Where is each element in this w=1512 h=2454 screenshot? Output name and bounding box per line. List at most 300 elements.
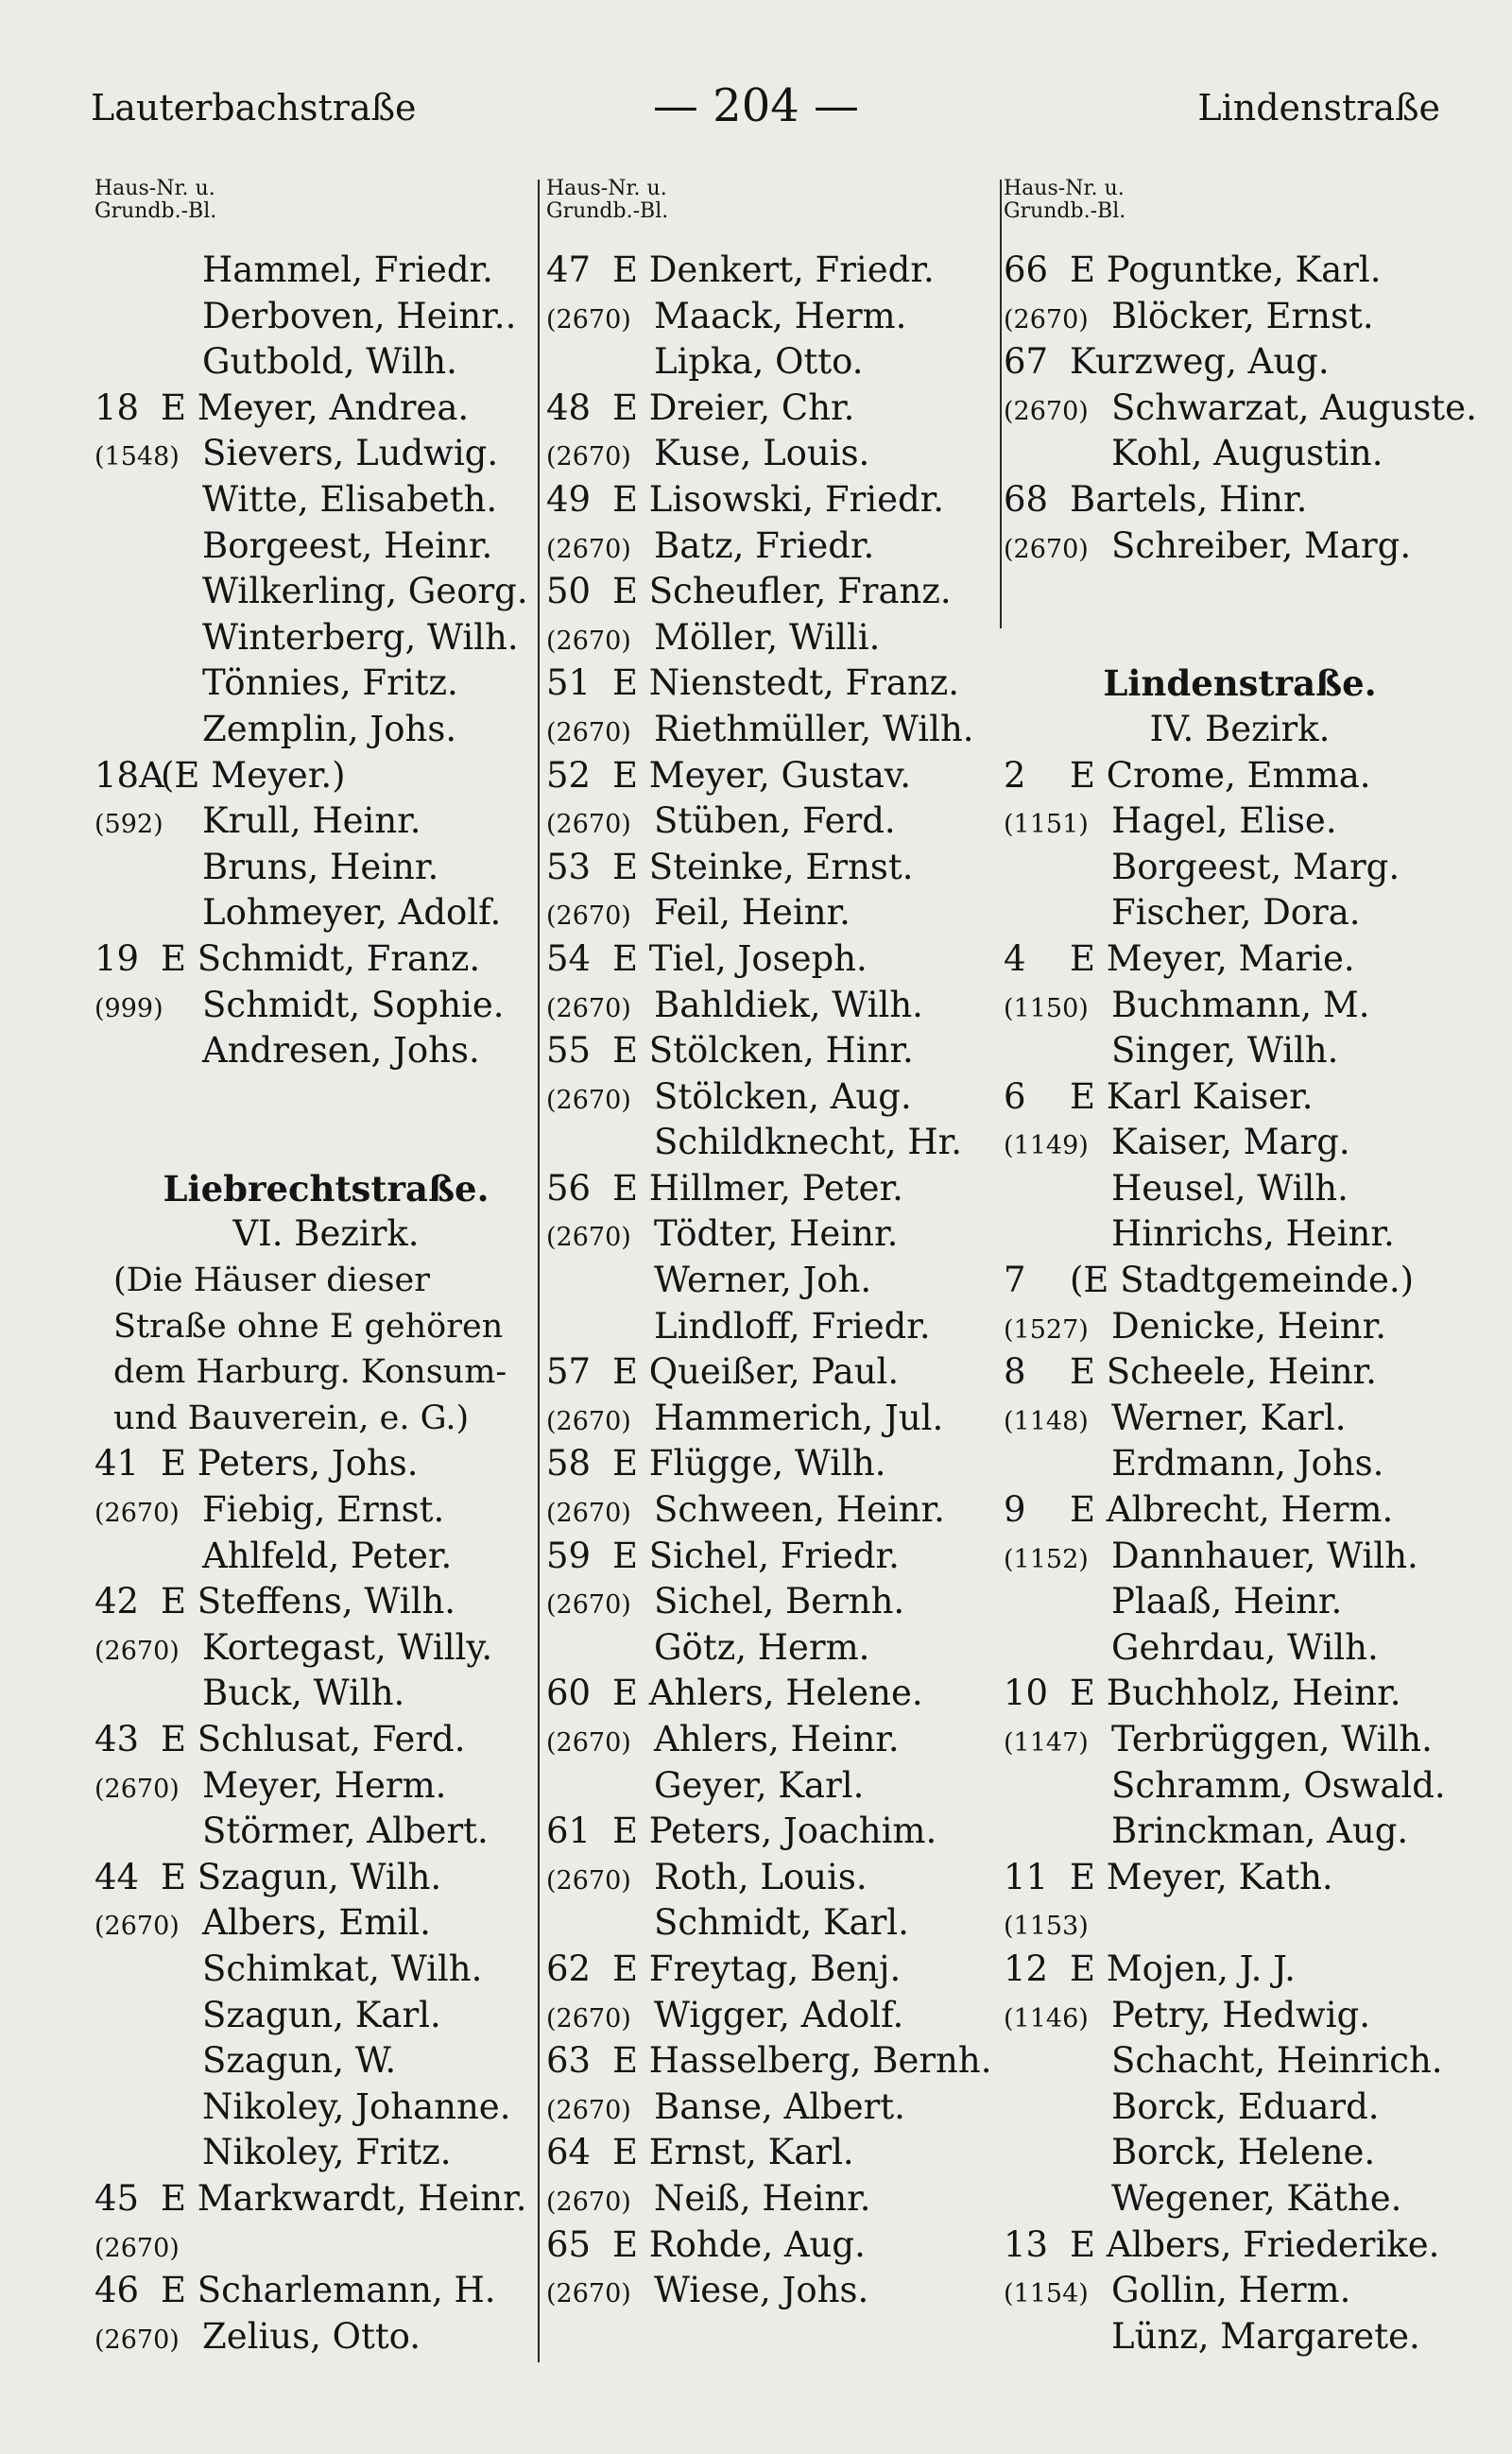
- directory-line: [1004, 936, 1476, 983]
- resident-name: E Markwardt, Heinr.: [161, 2177, 527, 2219]
- resident-name: Nikoley, Johanne.: [202, 2085, 511, 2127]
- directory-line: [546, 1947, 995, 1993]
- grundbuch-number: (2670): [546, 901, 631, 932]
- directory-line: [1004, 1258, 1476, 1304]
- directory-line: [1004, 1120, 1476, 1166]
- directory-line: [94, 2038, 558, 2085]
- resident-name: Brinckman, Aug.: [1111, 1810, 1409, 1852]
- resident-name: Schmidt, Sophie.: [202, 984, 505, 1025]
- directory-line: [546, 1166, 995, 1212]
- grundbuch-number: (1153): [1004, 1912, 1089, 1942]
- directory-line: [546, 661, 995, 707]
- resident-name: E Stölcken, Hinr.: [612, 1030, 914, 1072]
- resident-name: E Albers, Friederike.: [1070, 2223, 1440, 2265]
- directory-line: [94, 294, 558, 340]
- resident-name: Terbrüggen, Wilh.: [1111, 1719, 1433, 1759]
- resident-name: E Denkert, Friedr.: [612, 249, 935, 290]
- grundbuch-number: (1149): [1004, 1131, 1089, 1161]
- directory-line: [1004, 2268, 1476, 2314]
- directory-line: [1004, 1074, 1476, 1121]
- directory-line: [1004, 845, 1476, 891]
- resident-name: E Hillmer, Peter.: [612, 1167, 903, 1209]
- directory-line: [1004, 1763, 1476, 1810]
- resident-name: E Scharlemann, H.: [161, 2270, 496, 2311]
- directory-line: [1004, 1487, 1476, 1534]
- grundbuch-number: (2670): [546, 1728, 631, 1758]
- directory-line: [94, 248, 558, 294]
- directory-line: [546, 477, 995, 523]
- resident-name: Schween, Heinr.: [654, 1489, 945, 1531]
- resident-name: Meyer, Herm.: [202, 1764, 447, 1806]
- grundbuch-number: (1548): [94, 442, 180, 472]
- resident-name: Maack, Herm.: [654, 295, 907, 336]
- grundbuch-number: (1154): [1004, 2279, 1089, 2309]
- directory-line: [546, 936, 995, 983]
- house-number: 60: [546, 1673, 592, 1714]
- house-number: 49: [546, 478, 592, 520]
- resident-name: E Lisowski, Friedr.: [612, 478, 945, 520]
- resident-name: E Meyer, Gustav.: [612, 754, 912, 796]
- directory-line: [94, 753, 558, 799]
- resident-name: Störmer, Albert.: [202, 1810, 489, 1852]
- house-number: 18: [94, 386, 140, 428]
- directory-line: [94, 2268, 558, 2314]
- house-number: 66: [1004, 249, 1049, 290]
- resident-name: E Schlusat, Ferd.: [161, 1719, 466, 1759]
- resident-name: Derboven, Heinr..: [202, 295, 517, 336]
- grundbuch-number: (2670): [546, 2187, 631, 2217]
- house-number: 54: [546, 937, 592, 979]
- house-number: 57: [546, 1351, 592, 1393]
- directory-line: [546, 753, 995, 799]
- resident-name: Werner, Joh.: [654, 1260, 872, 1301]
- directory-line: [546, 1717, 995, 1763]
- directory-line: [94, 2222, 558, 2269]
- resident-name: E Albrecht, Herm.: [1070, 1489, 1394, 1531]
- resident-name: Stölcken, Aug.: [654, 1075, 912, 1117]
- grundbuch-number: (2670): [1004, 396, 1089, 426]
- spacer: [1004, 569, 1476, 615]
- resident-name: E Meyer, Marie.: [1070, 937, 1355, 979]
- grundbuch-number: (2670): [546, 2003, 631, 2034]
- resident-name: E Dreier, Chr.: [612, 386, 855, 428]
- resident-name: E Meyer, Andrea.: [161, 386, 470, 428]
- directory-line: [1004, 2130, 1476, 2176]
- directory-line: [94, 1579, 558, 1625]
- column-1: [94, 178, 558, 2360]
- directory-line: [1004, 1900, 1476, 1947]
- resident-name: Denicke, Heinr.: [1111, 1305, 1386, 1347]
- grundbuch-number: (1152): [1004, 1544, 1089, 1574]
- directory-line: [1004, 1028, 1476, 1074]
- directory-line: [546, 615, 995, 661]
- column-head: Haus-Nr. u. Grundb.-Bl.: [94, 177, 217, 223]
- directory-line: [1004, 477, 1476, 523]
- resident-name: E Tiel, Joseph.: [612, 937, 868, 979]
- grundbuch-number: (2670): [94, 2325, 180, 2355]
- resident-name: E Peters, Johs.: [161, 1443, 419, 1484]
- house-number: 10: [1004, 1673, 1049, 1714]
- directory-line: [94, 1993, 558, 2039]
- resident-name: Zelius, Otto.: [202, 2315, 421, 2357]
- house-number: 44: [94, 1856, 140, 1897]
- directory-line: [546, 1809, 995, 1855]
- directory-line: [94, 2085, 558, 2131]
- column-3: [1004, 178, 1476, 2360]
- house-number: 43: [94, 1719, 140, 1759]
- resident-name: Erdmann, Johs.: [1111, 1443, 1384, 1484]
- house-number: 18A: [94, 754, 164, 796]
- directory-line: [94, 431, 558, 477]
- house-number: 50: [546, 571, 592, 612]
- house-number: 11: [1004, 1856, 1049, 1897]
- directory-line: [546, 569, 995, 615]
- house-number: 56: [546, 1167, 592, 1209]
- house-number: 58: [546, 1443, 592, 1484]
- directory-line: [94, 1534, 558, 1580]
- directory-line: [94, 1855, 558, 1901]
- resident-name: Geyer, Karl.: [654, 1764, 865, 1806]
- resident-name: Schacht, Heinrich.: [1111, 2040, 1443, 2082]
- grundbuch-number: (2670): [94, 1636, 180, 1666]
- directory-line: [1004, 2085, 1476, 2131]
- house-number: 59: [546, 1535, 592, 1576]
- spacer: [94, 1074, 558, 1121]
- resident-name: Kohl, Augustin.: [1111, 433, 1383, 474]
- house-number: 64: [546, 2132, 592, 2173]
- house-number: 51: [546, 662, 592, 704]
- grundbuch-number: (1148): [1004, 1406, 1089, 1436]
- directory-line: [546, 2038, 995, 2085]
- directory-line: [94, 339, 558, 386]
- resident-name: Witte, Elisabeth.: [202, 478, 498, 520]
- directory-line: [546, 1625, 995, 1672]
- house-number: 62: [546, 1948, 592, 1989]
- grundbuch-number: (2670): [546, 717, 631, 747]
- resident-name: Krull, Heinr.: [202, 800, 421, 842]
- grundbuch-number: (2670): [546, 442, 631, 472]
- resident-name: Bartels, Hinr.: [1070, 478, 1308, 520]
- directory-line: [1004, 1304, 1476, 1350]
- resident-name: Lipka, Otto.: [654, 341, 864, 383]
- directory-line: [94, 707, 558, 753]
- resident-name: Hammel, Friedr.: [202, 249, 493, 290]
- directory-line: [1004, 431, 1476, 477]
- directory-line: [1004, 1579, 1476, 1625]
- resident-name: E Ahlers, Helene.: [612, 1673, 923, 1714]
- directory-line: [546, 1074, 995, 1121]
- directory-line: [1004, 1441, 1476, 1487]
- directory-line: [94, 2130, 558, 2176]
- grundbuch-number: (1146): [1004, 2003, 1089, 2034]
- directory-line: [546, 248, 995, 294]
- spacer: [94, 1120, 558, 1166]
- house-number: 2: [1004, 754, 1026, 796]
- directory-line: [546, 1763, 995, 1810]
- directory-line: [1004, 1211, 1476, 1258]
- resident-name: E Sichel, Friedr.: [612, 1535, 900, 1576]
- column-rule: [1000, 180, 1002, 628]
- directory-line: [546, 1993, 995, 2039]
- grundbuch-number: (2670): [546, 2095, 631, 2125]
- house-number: 12: [1004, 1948, 1049, 1989]
- resident-name: Werner, Karl.: [1111, 1397, 1347, 1438]
- resident-name: E Queißer, Paul.: [612, 1351, 900, 1393]
- resident-name: Neiß, Heinr.: [654, 2177, 871, 2219]
- directory-line: [94, 1028, 558, 1074]
- resident-name: Hammerich, Jul.: [654, 1397, 944, 1438]
- grundbuch-number: (2670): [546, 810, 631, 840]
- directory-line: [94, 1900, 558, 1947]
- resident-name: Gehrdau, Wilh.: [1111, 1626, 1379, 1668]
- resident-name: Kaiser, Marg.: [1111, 1122, 1350, 1163]
- resident-name: Kurzweg, Aug.: [1070, 341, 1330, 383]
- resident-name: Hinrichs, Heinr.: [1111, 1213, 1395, 1255]
- directory-line: [1004, 1534, 1476, 1580]
- resident-name: Gollin, Herm.: [1111, 2270, 1351, 2311]
- resident-name: Tönnies, Fritz.: [202, 662, 458, 704]
- house-number: 45: [94, 2177, 140, 2219]
- directory-line: [94, 569, 558, 615]
- resident-name: E Buchholz, Heinr.: [1070, 1673, 1401, 1714]
- resident-name: Wiese, Johs.: [654, 2270, 869, 2311]
- directory-line: [546, 2268, 995, 2314]
- street-note: dem Harburg. Konsum-: [113, 1353, 507, 1392]
- directory-line: [94, 1625, 558, 1672]
- directory-line: [546, 339, 995, 386]
- grundbuch-number: (1151): [1004, 810, 1089, 840]
- house-number: 61: [546, 1810, 592, 1852]
- resident-name: E Poguntke, Karl.: [1070, 249, 1382, 290]
- house-number: 52: [546, 754, 592, 796]
- resident-name: Borck, Eduard.: [1111, 2085, 1380, 2127]
- directory-line: [546, 1534, 995, 1580]
- directory-line: [94, 1947, 558, 1993]
- resident-name: E Steffens, Wilh.: [161, 1581, 456, 1622]
- resident-name: Hagel, Elise.: [1111, 800, 1337, 842]
- directory-line: [546, 523, 995, 570]
- resident-name: Götz, Herm.: [654, 1626, 870, 1668]
- house-number: 41: [94, 1443, 140, 1484]
- house-number: 63: [546, 2040, 592, 2082]
- resident-name: E Scheele, Heinr.: [1070, 1351, 1377, 1393]
- resident-name: (E Stadtgemeinde.): [1070, 1260, 1415, 1301]
- resident-name: E Schmidt, Franz.: [161, 937, 481, 979]
- grundbuch-number: (2670): [94, 1499, 180, 1529]
- grundbuch-number: (1150): [1004, 993, 1089, 1023]
- column-2: [546, 178, 995, 2314]
- house-number: 67: [1004, 341, 1049, 383]
- directory-line: [94, 1441, 558, 1487]
- resident-name: Zemplin, Johs.: [202, 708, 457, 749]
- resident-name: Kuse, Louis.: [654, 433, 870, 474]
- resident-name: Gutbold, Wilh.: [202, 341, 457, 383]
- directory-line: [1004, 1671, 1476, 1717]
- directory-line: [1004, 386, 1476, 432]
- directory-line: [546, 1211, 995, 1258]
- resident-name: E Ernst, Karl.: [612, 2132, 854, 2173]
- resident-name: Riethmüller, Wilh.: [654, 708, 974, 749]
- district-heading: VI. Bezirk.: [232, 1213, 420, 1255]
- resident-name: Albers, Emil.: [202, 1902, 431, 1944]
- directory-line: [546, 2085, 995, 2131]
- column-head: Haus-Nr. u. Grundb.-Bl.: [546, 177, 669, 223]
- directory-line: [94, 983, 558, 1029]
- directory-line: [546, 1855, 995, 1901]
- grundbuch-number: (2670): [546, 1865, 631, 1896]
- directory-line: [94, 2176, 558, 2222]
- directory-line: [546, 890, 995, 936]
- entry-list: [1004, 248, 1476, 2360]
- directory-line: [94, 1487, 558, 1534]
- resident-name: Lindloff, Friedr.: [654, 1305, 931, 1347]
- resident-name: Sievers, Ludwig.: [202, 433, 499, 474]
- directory-line: [1004, 339, 1476, 386]
- directory-line: [1004, 1717, 1476, 1763]
- directory-line: [1004, 1396, 1476, 1442]
- directory-line: [546, 1671, 995, 1717]
- house-number: 48: [546, 386, 592, 428]
- directory-line: [94, 661, 558, 707]
- directory-line: [1004, 798, 1476, 845]
- resident-name: Schramm, Oswald.: [1111, 1764, 1446, 1806]
- grundbuch-number: (2670): [546, 993, 631, 1023]
- directory-line: [546, 386, 995, 432]
- resident-name: E Mojen, J. J.: [1070, 1948, 1296, 1989]
- directory-line: [546, 798, 995, 845]
- directory-line: [94, 890, 558, 936]
- resident-name: E Freytag, Benj.: [612, 1948, 902, 1989]
- directory-line: [1004, 1947, 1476, 1993]
- resident-name: E Meyer, Kath.: [1070, 1856, 1333, 1897]
- street-note: und Bauverein, e. G.): [113, 1399, 470, 1437]
- directory-line: [1004, 1809, 1476, 1855]
- directory-line: [546, 2130, 995, 2176]
- resident-name: Buchmann, M.: [1111, 984, 1370, 1025]
- grundbuch-number: (2670): [546, 304, 631, 335]
- resident-name: E Flügge, Wilh.: [612, 1443, 886, 1484]
- house-number: 47: [546, 249, 592, 290]
- resident-name: Kortegast, Willy.: [202, 1626, 493, 1668]
- house-number: 7: [1004, 1260, 1026, 1301]
- directory-line: [546, 845, 995, 891]
- grundbuch-number: (2670): [94, 1774, 180, 1804]
- house-number: 9: [1004, 1489, 1026, 1531]
- resident-name: Tödter, Heinr.: [654, 1213, 899, 1255]
- grundbuch-number: (2670): [546, 1499, 631, 1529]
- directory-line: [546, 707, 995, 753]
- directory-line: [546, 1396, 995, 1442]
- column-head: Haus-Nr. u. Grundb.-Bl.: [1004, 177, 1126, 223]
- directory-line: [1004, 248, 1476, 294]
- resident-name: E Rohde, Aug.: [612, 2223, 866, 2265]
- directory-line: [94, 1717, 558, 1763]
- resident-name: Schildknecht, Hr.: [654, 1122, 962, 1163]
- house-number: 65: [546, 2223, 592, 2265]
- resident-name: Fischer, Dora.: [1111, 892, 1361, 934]
- grundbuch-number: (2670): [1004, 304, 1089, 335]
- running-head-right: Lindenstraße: [1197, 87, 1440, 129]
- resident-name: Fiebig, Ernst.: [202, 1489, 445, 1531]
- grundbuch-number: (2670): [94, 2233, 180, 2263]
- grundbuch-number: (1147): [1004, 1728, 1089, 1758]
- house-number: 46: [94, 2270, 140, 2311]
- resident-name: Batz, Friedr.: [654, 524, 875, 566]
- resident-name: Wigger, Adolf.: [654, 1994, 904, 2035]
- resident-name: Dannhauer, Wilh.: [1111, 1535, 1418, 1576]
- directory-line: [1004, 523, 1476, 570]
- directory-line: [94, 798, 558, 845]
- directory-line: [94, 386, 558, 432]
- directory-line: [546, 431, 995, 477]
- directory-line: [1004, 2314, 1476, 2360]
- grundbuch-number: (2670): [546, 2279, 631, 2309]
- directory-line: [546, 1579, 995, 1625]
- resident-name: E Szagun, Wilh.: [161, 1856, 442, 1897]
- resident-name: Heusel, Wilh.: [1111, 1167, 1349, 1209]
- resident-name: Borgeest, Marg.: [1111, 846, 1400, 887]
- directory-line: [546, 1349, 995, 1396]
- resident-name: E Nienstedt, Franz.: [612, 662, 960, 704]
- resident-name: Sichel, Bernh.: [654, 1581, 905, 1622]
- resident-name: Blöcker, Ernst.: [1111, 295, 1374, 336]
- resident-name: E Karl Kaiser.: [1070, 1075, 1314, 1117]
- street-heading: Lindenstraße.: [1103, 662, 1377, 705]
- street-note: Straße ohne E gehören: [113, 1307, 504, 1346]
- resident-name: Banse, Albert.: [654, 2085, 905, 2127]
- resident-name: Stüben, Ferd.: [654, 800, 896, 842]
- page-number: — 204 —: [652, 79, 860, 132]
- resident-name: Petry, Hedwig.: [1111, 1994, 1370, 2035]
- resident-name: Lohmeyer, Adolf.: [202, 892, 502, 934]
- directory-line: [94, 1671, 558, 1717]
- resident-name: E Hasselberg, Bernh.: [612, 2040, 992, 2082]
- directory-line: [546, 2176, 995, 2222]
- directory-line: [94, 2314, 558, 2360]
- directory-line: [1004, 1993, 1476, 2039]
- house-number: 42: [94, 1581, 140, 1622]
- resident-name: Ahlers, Heinr.: [654, 1719, 900, 1759]
- directory-line: [546, 1028, 995, 1074]
- spacer: [1004, 615, 1476, 661]
- resident-name: Buck, Wilh.: [202, 1673, 405, 1714]
- directory-line: [94, 1763, 558, 1810]
- grundbuch-number: (2670): [546, 626, 631, 656]
- resident-name: Nikoley, Fritz.: [202, 2132, 452, 2173]
- directory-line: [546, 1487, 995, 1534]
- resident-name: Möller, Willi.: [654, 616, 881, 658]
- grundbuch-number: (2670): [546, 1223, 631, 1253]
- resident-name: (E Meyer.): [161, 754, 346, 796]
- directory-line: [94, 1809, 558, 1855]
- directory-line: [546, 1441, 995, 1487]
- resident-name: Schwarzat, Auguste.: [1111, 386, 1477, 428]
- house-number: 68: [1004, 478, 1049, 520]
- street-heading: Liebrechtstraße.: [163, 1167, 490, 1210]
- grundbuch-number: (2670): [546, 1406, 631, 1436]
- grundbuch-number: (2670): [1004, 534, 1089, 564]
- resident-name: Schimkat, Wilh.: [202, 1948, 483, 1989]
- resident-name: Ahlfeld, Peter.: [202, 1535, 453, 1576]
- grundbuch-number: (592): [94, 810, 163, 840]
- directory-line: [1004, 1625, 1476, 1672]
- resident-name: Lünz, Margarete.: [1111, 2315, 1420, 2357]
- resident-name: E Peters, Joachim.: [612, 1810, 937, 1852]
- directory-line: [1004, 2222, 1476, 2269]
- resident-name: Andresen, Johs.: [202, 1030, 480, 1072]
- directory-line: [1004, 1166, 1476, 1212]
- resident-name: Schmidt, Karl.: [654, 1902, 909, 1944]
